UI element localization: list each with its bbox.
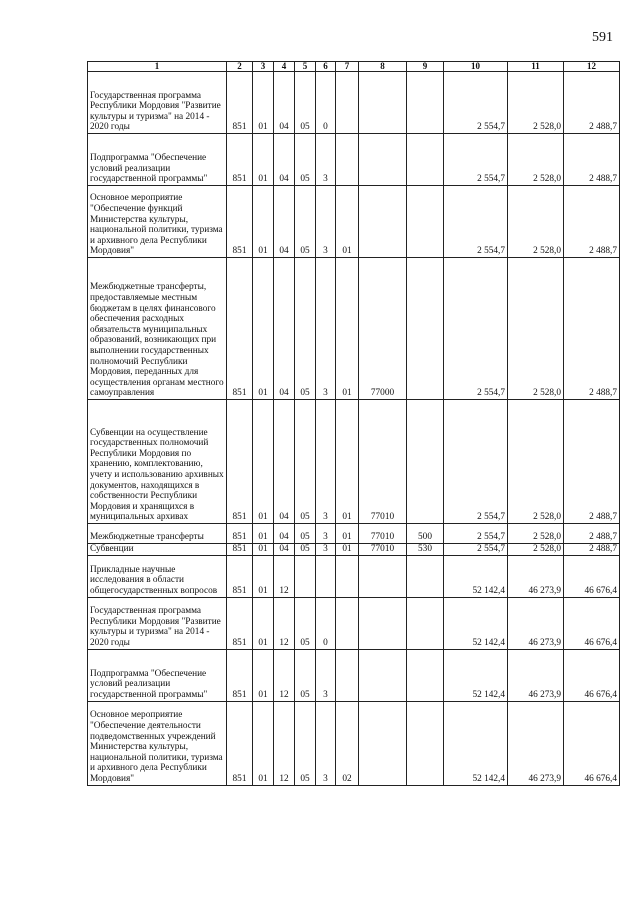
code-cell: 851 [227, 134, 253, 186]
row-name: Государственная программа Республики Мордовия "Развитие культуры и туризма" на 2014 - 2020 годы [88, 72, 227, 134]
column-header: 3 [253, 62, 274, 72]
table-row [88, 72, 620, 134]
code-cell: 04 [274, 72, 295, 134]
amount-cell: 2 554,7 [444, 258, 508, 400]
amount-cell: 2 488,7 [564, 544, 620, 556]
column-header: 12 [564, 62, 620, 72]
column-header: 5 [295, 62, 316, 72]
code-cell: 04 [274, 400, 295, 524]
table-row [88, 400, 620, 524]
code-cell [336, 555, 359, 597]
code-cell: 01 [253, 649, 274, 701]
code-cell [407, 555, 444, 597]
code-cell: 3 [316, 134, 336, 186]
amount-cell: 2 528,0 [508, 524, 564, 544]
amount-cell: 46 676,4 [564, 649, 620, 701]
code-cell: 77010 [359, 400, 407, 524]
amount-cell: 2 488,7 [564, 186, 620, 258]
amount-cell: 2 488,7 [564, 134, 620, 186]
amount-cell: 52 142,4 [444, 555, 508, 597]
code-cell: 04 [274, 258, 295, 400]
column-header: 6 [316, 62, 336, 72]
amount-cell: 2 554,7 [444, 524, 508, 544]
code-cell: 12 [274, 649, 295, 701]
code-cell: 05 [295, 134, 316, 186]
amount-cell: 2 528,0 [508, 258, 564, 400]
code-cell: 851 [227, 258, 253, 400]
code-cell: 0 [316, 72, 336, 134]
table-row [88, 186, 620, 258]
code-cell: 851 [227, 400, 253, 524]
code-cell: 0 [316, 597, 336, 649]
code-cell [359, 555, 407, 597]
code-cell [336, 72, 359, 134]
code-cell: 77010 [359, 544, 407, 556]
code-cell: 12 [274, 701, 295, 785]
code-cell: 04 [274, 544, 295, 556]
row-name: Субвенции на осуществление государственных полномочий Республики Мордовия по хранению, комплектованию, учету и использованию архивных документов, находящихся в собственности Республики Мордовия и хранящихся в муниципальных архивах [88, 400, 227, 524]
code-cell: 01 [336, 544, 359, 556]
code-cell: 01 [336, 400, 359, 524]
code-cell [295, 555, 316, 597]
code-cell: 851 [227, 597, 253, 649]
code-cell: 3 [316, 258, 336, 400]
code-cell: 05 [295, 597, 316, 649]
code-cell: 01 [253, 400, 274, 524]
code-cell: 12 [274, 555, 295, 597]
amount-cell: 2 554,7 [444, 72, 508, 134]
code-cell: 851 [227, 555, 253, 597]
code-cell [336, 597, 359, 649]
code-cell: 01 [253, 186, 274, 258]
code-cell: 01 [336, 186, 359, 258]
code-cell: 851 [227, 72, 253, 134]
amount-cell: 2 554,7 [444, 186, 508, 258]
column-header: 11 [508, 62, 564, 72]
code-cell: 05 [295, 649, 316, 701]
table-row [88, 134, 620, 186]
code-cell: 01 [253, 597, 274, 649]
code-cell: 05 [295, 258, 316, 400]
code-cell: 530 [407, 544, 444, 556]
code-cell: 05 [295, 186, 316, 258]
amount-cell: 2 528,0 [508, 400, 564, 524]
amount-cell: 2 554,7 [444, 544, 508, 556]
amount-cell: 2 554,7 [444, 400, 508, 524]
code-cell: 04 [274, 524, 295, 544]
row-name: Основное мероприятие "Обеспечение функций Министерства культуры, национальной политики, туризма и архивного дела Республики Мордовия" [88, 186, 227, 258]
row-name: Подпрограмма "Обеспечение условий реализации государственной программы" [88, 649, 227, 701]
code-cell: 851 [227, 649, 253, 701]
code-cell: 04 [274, 134, 295, 186]
code-cell: 3 [316, 701, 336, 785]
row-name: Субвенции [88, 544, 227, 556]
amount-cell: 52 142,4 [444, 649, 508, 701]
column-header: 9 [407, 62, 444, 72]
code-cell [359, 597, 407, 649]
column-header: 2 [227, 62, 253, 72]
code-cell [407, 186, 444, 258]
table-body [88, 72, 620, 786]
code-cell [359, 649, 407, 701]
column-header: 7 [336, 62, 359, 72]
code-cell [316, 555, 336, 597]
code-cell: 01 [253, 701, 274, 785]
column-header: 10 [444, 62, 508, 72]
code-cell: 77000 [359, 258, 407, 400]
code-cell: 851 [227, 701, 253, 785]
code-cell: 05 [295, 524, 316, 544]
code-cell [359, 701, 407, 785]
page-number: 591 [592, 30, 613, 45]
table-row [88, 258, 620, 400]
code-cell: 3 [316, 649, 336, 701]
code-cell: 05 [295, 701, 316, 785]
amount-cell: 46 273,9 [508, 597, 564, 649]
code-cell: 02 [336, 701, 359, 785]
code-cell: 851 [227, 524, 253, 544]
amount-cell: 2 554,7 [444, 134, 508, 186]
code-cell [359, 186, 407, 258]
code-cell: 04 [274, 186, 295, 258]
code-cell [407, 72, 444, 134]
code-cell: 3 [316, 544, 336, 556]
table-row [88, 597, 620, 649]
amount-cell: 2 488,7 [564, 72, 620, 134]
code-cell: 05 [295, 400, 316, 524]
code-cell: 12 [274, 597, 295, 649]
amount-cell: 2 488,7 [564, 258, 620, 400]
amount-cell: 46 273,9 [508, 555, 564, 597]
amount-cell: 46 676,4 [564, 597, 620, 649]
budget-table [87, 61, 620, 786]
table-row [88, 524, 620, 544]
code-cell [407, 701, 444, 785]
amount-cell: 2 488,7 [564, 400, 620, 524]
code-cell [407, 400, 444, 524]
code-cell: 851 [227, 544, 253, 556]
amount-cell: 2 528,0 [508, 186, 564, 258]
column-header: 8 [359, 62, 407, 72]
code-cell [359, 72, 407, 134]
code-cell [407, 258, 444, 400]
code-cell [359, 134, 407, 186]
amount-cell: 2 528,0 [508, 72, 564, 134]
amount-cell: 52 142,4 [444, 597, 508, 649]
code-cell [336, 649, 359, 701]
code-cell: 01 [253, 72, 274, 134]
code-cell [407, 649, 444, 701]
row-name: Государственная программа Республики Мордовия "Развитие культуры и туризма" на 2014 - 2020 годы [88, 597, 227, 649]
code-cell: 01 [253, 544, 274, 556]
row-name: Межбюджетные трансферты [88, 524, 227, 544]
amount-cell: 46 676,4 [564, 701, 620, 785]
column-header: 1 [88, 62, 227, 72]
row-name: Прикладные научные исследования в области общегосударственных вопросов [88, 555, 227, 597]
code-cell: 77010 [359, 524, 407, 544]
code-cell: 05 [295, 72, 316, 134]
code-cell: 05 [295, 544, 316, 556]
column-header: 4 [274, 62, 295, 72]
row-name: Межбюджетные трансферты, предоставляемые местным бюджетам в целях финансового обеспечения расходных обязательств муниципальных образований, возникающих при выполнении государственных полномочий Республики Мордовия, переданных для осуществления органам местного самоуправления [88, 258, 227, 400]
code-cell: 3 [316, 524, 336, 544]
row-name: Основное мероприятие "Обеспечение деятельности подведомственных учреждений Министерства культуры, национальной политики, туризма и архивного дела Республики Мордовия" [88, 701, 227, 785]
code-cell: 3 [316, 186, 336, 258]
amount-cell: 46 273,9 [508, 701, 564, 785]
code-cell: 01 [253, 555, 274, 597]
code-cell [407, 597, 444, 649]
table-row [88, 544, 620, 556]
amount-cell: 46 273,9 [508, 649, 564, 701]
code-cell: 3 [316, 400, 336, 524]
amount-cell: 46 676,4 [564, 555, 620, 597]
code-cell [336, 134, 359, 186]
amount-cell: 52 142,4 [444, 701, 508, 785]
row-name: Подпрограмма "Обеспечение условий реализации государственной программы" [88, 134, 227, 186]
code-cell [407, 134, 444, 186]
table-row [88, 701, 620, 785]
table-row [88, 555, 620, 597]
code-cell: 01 [253, 258, 274, 400]
code-cell: 851 [227, 186, 253, 258]
code-cell: 01 [336, 524, 359, 544]
code-cell: 500 [407, 524, 444, 544]
code-cell: 01 [253, 524, 274, 544]
amount-cell: 2 528,0 [508, 544, 564, 556]
code-cell: 01 [253, 134, 274, 186]
table-row [88, 649, 620, 701]
header-row [88, 62, 620, 72]
amount-cell: 2 528,0 [508, 134, 564, 186]
amount-cell: 2 488,7 [564, 524, 620, 544]
code-cell: 01 [336, 258, 359, 400]
